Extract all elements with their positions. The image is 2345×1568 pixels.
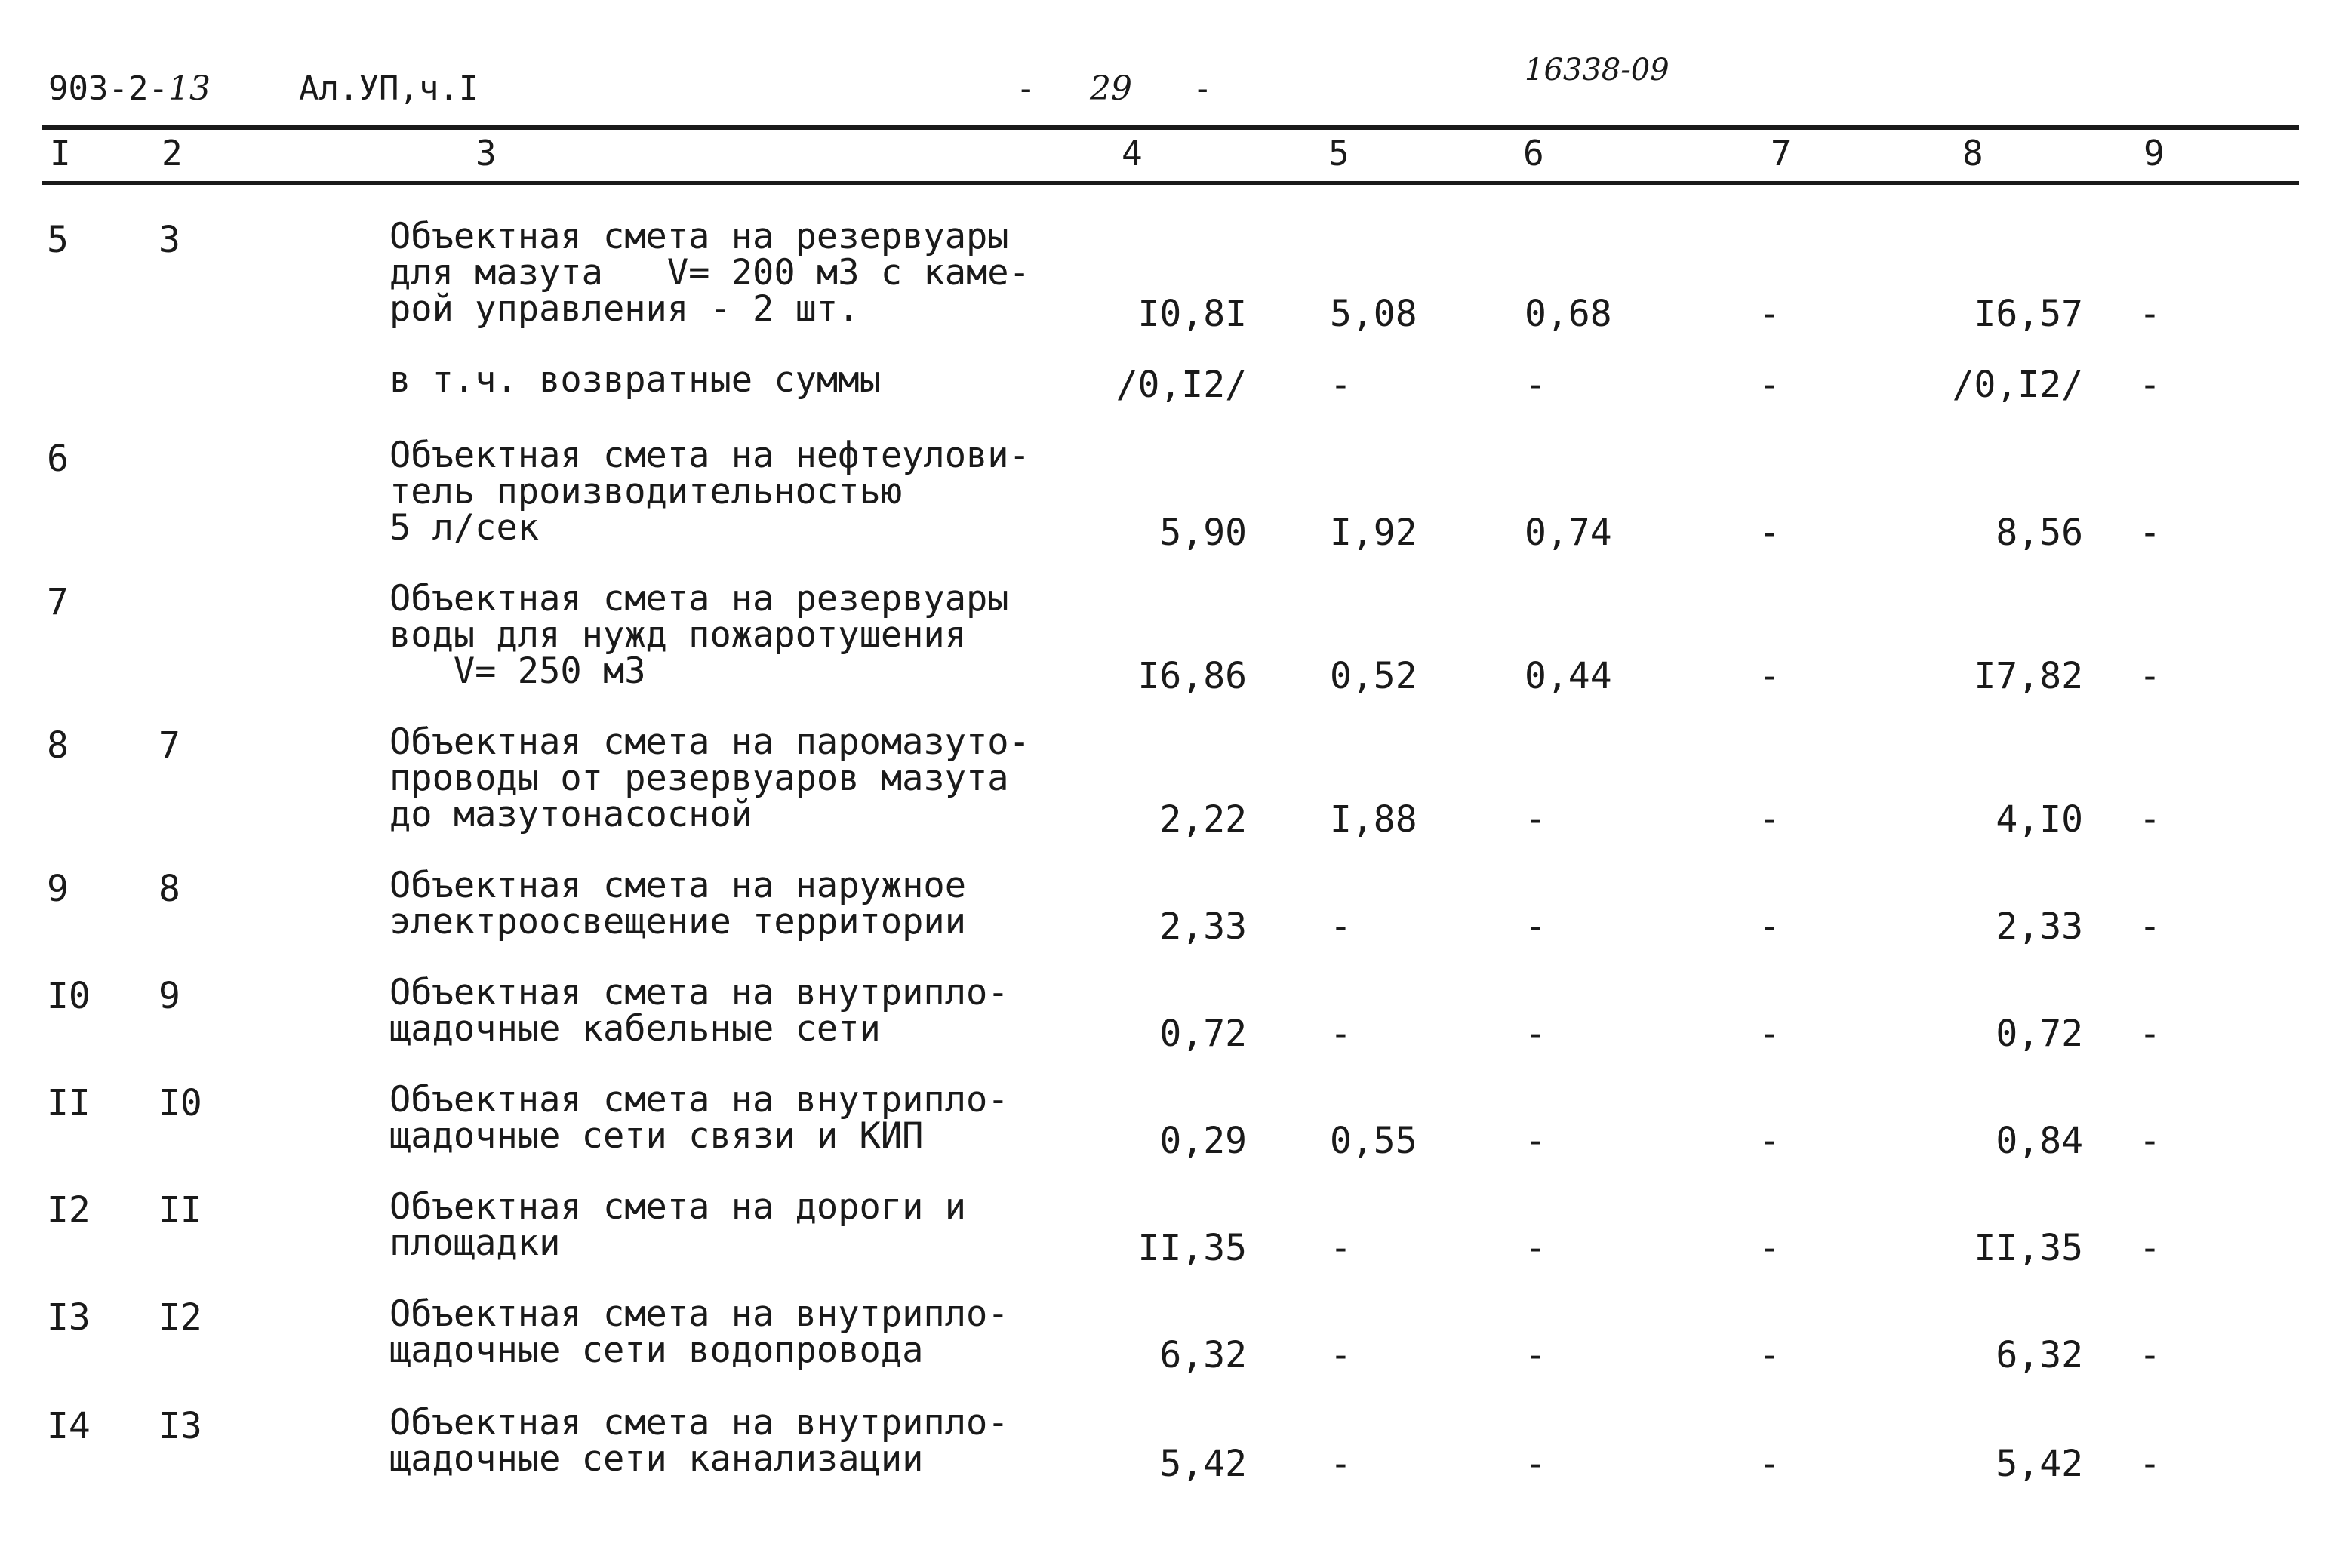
installation-cost: 0,55 bbox=[1330, 1120, 1417, 1162]
column-9-value: - bbox=[2139, 1227, 2161, 1269]
other-cost: - bbox=[1759, 1443, 1780, 1485]
other-cost: - bbox=[1759, 905, 1780, 948]
series-code bbox=[48, 69, 211, 108]
handwritten-stamp: 16338-09 bbox=[1525, 53, 1670, 88]
equipment-cost: - bbox=[1525, 364, 1546, 406]
description-line: щадочные сети связи и КИП bbox=[389, 1115, 924, 1157]
description-line: проводы от резервуаров мазута bbox=[389, 758, 1009, 799]
item-description bbox=[389, 1402, 1009, 1480]
other-cost: - bbox=[1759, 293, 1780, 335]
item-description bbox=[389, 1186, 967, 1264]
description-line: Объектная смета на паромазуто- bbox=[389, 721, 1030, 763]
description-line: 5 л/сек bbox=[389, 507, 540, 549]
column-header-6: 6 bbox=[1523, 133, 1544, 174]
total-cost: 6,32 bbox=[1996, 1334, 2083, 1376]
equipment-cost: 0,68 bbox=[1525, 293, 1612, 335]
installation-cost: - bbox=[1330, 905, 1352, 948]
description-line: тель производительностью bbox=[389, 471, 903, 512]
column-9-value: - bbox=[2139, 798, 2161, 841]
total-cost: 0,72 bbox=[1996, 1013, 2083, 1055]
construction-cost: I6,86 bbox=[1137, 655, 1247, 697]
item-description bbox=[389, 578, 1009, 692]
item-number: 7 bbox=[47, 581, 69, 623]
equipment-cost: - bbox=[1525, 1013, 1546, 1055]
installation-cost: - bbox=[1330, 1013, 1352, 1055]
description-line: Объектная смета на внутрипло- bbox=[389, 1293, 1009, 1335]
equipment-cost: - bbox=[1525, 905, 1546, 948]
total-cost: 0,84 bbox=[1996, 1120, 2083, 1162]
estimate-number: 7 bbox=[158, 724, 180, 767]
description-line: Объектная смета на внутрипло- bbox=[389, 1079, 1009, 1121]
equipment-cost: - bbox=[1525, 1334, 1546, 1376]
description-line: V= 250 м3 bbox=[389, 650, 646, 692]
description-line: щадочные кабельные сети bbox=[389, 1008, 881, 1050]
page-number: 29 bbox=[1090, 69, 1132, 108]
total-cost: /0,I2/ bbox=[1952, 364, 2083, 406]
description-line: для мазута V= 200 м3 с каме- bbox=[389, 252, 1030, 294]
item-number: I2 bbox=[47, 1189, 91, 1231]
column-header-1: I bbox=[50, 133, 71, 174]
column-header-9: 9 bbox=[2143, 133, 2165, 174]
item-description bbox=[389, 972, 1009, 1050]
equipment-cost: - bbox=[1525, 1120, 1546, 1162]
column-9-value: - bbox=[2139, 1334, 2161, 1376]
item-description bbox=[389, 359, 881, 401]
header-bottom-rule bbox=[42, 181, 2299, 185]
item-number: I4 bbox=[47, 1405, 91, 1447]
column-header-2: 2 bbox=[162, 133, 183, 174]
other-cost: - bbox=[1759, 1334, 1780, 1376]
construction-cost: 2,22 bbox=[1159, 798, 1247, 841]
construction-cost: 0,29 bbox=[1159, 1120, 1247, 1162]
equipment-cost: 0,74 bbox=[1525, 512, 1612, 554]
installation-cost: - bbox=[1330, 1443, 1352, 1485]
column-9-value: - bbox=[2139, 655, 2161, 697]
album-reference: Ал.УП,ч.I bbox=[299, 69, 479, 108]
construction-cost: 6,32 bbox=[1159, 1334, 1247, 1376]
page-dash-right: - bbox=[1193, 69, 1213, 108]
item-number: I3 bbox=[47, 1296, 91, 1339]
column-header-4: 4 bbox=[1122, 133, 1143, 174]
column-header-3: 3 bbox=[475, 133, 497, 174]
estimate-number: I2 bbox=[158, 1296, 202, 1339]
total-cost: I7,82 bbox=[1974, 655, 2083, 697]
column-header-8: 8 bbox=[1962, 133, 1983, 174]
estimate-number: 9 bbox=[158, 975, 180, 1017]
other-cost: - bbox=[1759, 655, 1780, 697]
item-description bbox=[389, 216, 1030, 330]
total-cost: 2,33 bbox=[1996, 905, 2083, 948]
equipment-cost: - bbox=[1525, 798, 1546, 841]
series-number: 13 bbox=[168, 69, 211, 108]
item-number: 5 bbox=[47, 219, 69, 261]
construction-cost: 0,72 bbox=[1159, 1013, 1247, 1055]
installation-cost: 5,08 bbox=[1330, 293, 1417, 335]
description-line: Объектная смета на наружное bbox=[389, 865, 967, 906]
description-line: в т.ч. возвратные суммы bbox=[389, 359, 881, 401]
other-cost: - bbox=[1759, 798, 1780, 841]
estimate-number: I3 bbox=[158, 1405, 202, 1447]
item-number: I0 bbox=[47, 975, 91, 1017]
column-9-value: - bbox=[2139, 905, 2161, 948]
other-cost: - bbox=[1759, 1120, 1780, 1162]
other-cost: - bbox=[1759, 1227, 1780, 1269]
total-cost: 5,42 bbox=[1996, 1443, 2083, 1485]
other-cost: - bbox=[1759, 1013, 1780, 1055]
description-line: Объектная смета на внутрипло- bbox=[389, 1402, 1009, 1443]
estimate-number: II bbox=[158, 1189, 202, 1231]
page-dash-left: - bbox=[1016, 69, 1036, 108]
construction-cost: I0,8I bbox=[1137, 293, 1247, 335]
description-line: электроосвещение территории bbox=[389, 901, 967, 942]
other-cost: - bbox=[1759, 364, 1780, 406]
column-9-value: - bbox=[2139, 1443, 2161, 1485]
item-number: 8 bbox=[47, 724, 69, 767]
description-line: площадки bbox=[389, 1222, 561, 1264]
other-cost: - bbox=[1759, 512, 1780, 554]
construction-cost: 5,42 bbox=[1159, 1443, 1247, 1485]
description-line: до мазутонасосной bbox=[389, 794, 753, 835]
item-description bbox=[389, 1293, 1009, 1371]
construction-cost: 2,33 bbox=[1159, 905, 1247, 948]
description-line: Объектная смета на нефтеулови- bbox=[389, 435, 1030, 476]
item-description bbox=[389, 865, 967, 942]
item-number: 9 bbox=[47, 868, 69, 910]
equipment-cost: - bbox=[1525, 1227, 1546, 1269]
installation-cost: I,88 bbox=[1330, 798, 1417, 841]
total-cost: I6,57 bbox=[1974, 293, 2083, 335]
column-9-value: - bbox=[2139, 1120, 2161, 1162]
total-cost: 8,56 bbox=[1996, 512, 2083, 554]
description-line: воды для нужд пожаротушения bbox=[389, 614, 967, 656]
installation-cost: I,92 bbox=[1330, 512, 1417, 554]
description-line: Объектная смета на резервуары bbox=[389, 216, 1009, 257]
item-number: 6 bbox=[47, 438, 69, 480]
column-9-value: - bbox=[2139, 512, 2161, 554]
top-rule bbox=[42, 125, 2299, 130]
construction-cost: 5,90 bbox=[1159, 512, 1247, 554]
item-description bbox=[389, 1079, 1009, 1157]
description-line: щадочные сети канализации bbox=[389, 1438, 924, 1480]
description-line: Объектная смета на внутрипло- bbox=[389, 972, 1009, 1013]
description-line: рой управления - 2 шт. bbox=[389, 288, 860, 330]
column-9-value: - bbox=[2139, 364, 2161, 406]
installation-cost: 0,52 bbox=[1330, 655, 1417, 697]
description-line: Объектная смета на дороги и bbox=[389, 1186, 967, 1228]
item-description bbox=[389, 721, 1030, 835]
installation-cost: - bbox=[1330, 364, 1352, 406]
estimate-number: 3 bbox=[158, 219, 180, 261]
column-header-7: 7 bbox=[1771, 133, 1792, 174]
installation-cost: - bbox=[1330, 1227, 1352, 1269]
item-number: II bbox=[47, 1082, 91, 1124]
estimate-number: I0 bbox=[158, 1082, 202, 1124]
equipment-cost: 0,44 bbox=[1525, 655, 1612, 697]
column-header-5: 5 bbox=[1328, 133, 1349, 174]
estimate-number: 8 bbox=[158, 868, 180, 910]
total-cost: II,35 bbox=[1974, 1227, 2083, 1269]
description-line: щадочные сети водопровода bbox=[389, 1330, 924, 1371]
item-description bbox=[389, 435, 1030, 549]
column-9-value: - bbox=[2139, 1013, 2161, 1055]
construction-cost: II,35 bbox=[1137, 1227, 1247, 1269]
description-line: Объектная смета на резервуары bbox=[389, 578, 1009, 620]
series-prefix: 903-2- bbox=[48, 69, 168, 108]
construction-cost: /0,I2/ bbox=[1116, 364, 1247, 406]
equipment-cost: - bbox=[1525, 1443, 1546, 1485]
installation-cost: - bbox=[1330, 1334, 1352, 1376]
column-9-value: - bbox=[2139, 293, 2161, 335]
total-cost: 4,I0 bbox=[1996, 798, 2083, 841]
